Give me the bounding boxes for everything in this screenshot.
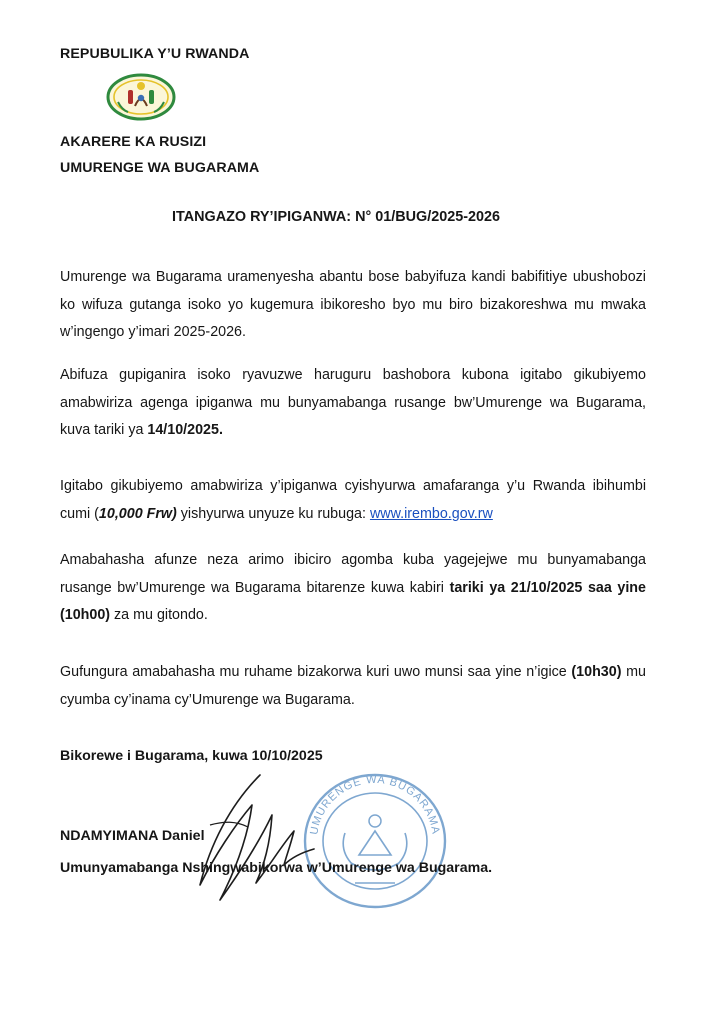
paragraph-3-amount: 10,000 Frw) bbox=[98, 505, 177, 522]
paragraph-2-text: Abifuza gupiganira isoko ryavuzwe haruguru bashobora kubona igitabo gikubiyemo amabwiriza agenga ipiganwa mu bunyamabanga rusange bw’Umurenge wa Bugarama, kuva tariki ya bbox=[60, 367, 646, 438]
signing-place-date: Bikorewe i Bugarama, kuwa 10/10/2025 bbox=[60, 748, 323, 764]
country-name: REPUBULIKA Y’U RWANDA bbox=[60, 46, 250, 62]
paragraph-4-end: za mu gitondo. bbox=[110, 607, 208, 623]
paragraph-3-text-b: yishyurwa unyuze ku rubuga: bbox=[176, 505, 370, 522]
irembo-link[interactable]: www.irembo.gov.rw bbox=[369, 505, 493, 522]
paragraph-5-time: (10h30) bbox=[571, 664, 622, 680]
handwritten-signature bbox=[190, 765, 320, 915]
paragraph-3-text-a: Igitabo gikubiyemo amabwiriza y’ipiganwa cyishyurwa amafaranga y’u Rwanda ibihumbi cumi ( bbox=[60, 478, 646, 522]
sector-name: UMURENGE WA BUGARAMA bbox=[60, 160, 260, 176]
paragraph-4-date: tariki ya 21/10/2025 saa yine (10h00) bbox=[60, 579, 646, 623]
paragraph-5-text: Gufungura amabahasha mu ruhame bizakorwa kuri uwo munsi saa yine n’igice bbox=[60, 664, 572, 680]
stamp-text: UMURENGE WA BUGARAMA bbox=[308, 773, 442, 836]
paragraph-5-end: mu cyumba cy’inama cy’Umurenge wa Bugarama. bbox=[60, 664, 646, 708]
paragraph-5 bbox=[60, 659, 646, 714]
paragraph-4-text: Amabahasha afunze neza arimo ibiciro agomba kuba yagejejwe mu bunyamabanga rusange bw’Umurenge wa Bugarama bitarenze kuwa kabiri bbox=[60, 552, 646, 596]
signatory-position: Umunyamabanga Nshingwabikorwa w’Umurenge wa Bugarama. bbox=[60, 860, 493, 876]
rwanda-coat-of-arms-emblem bbox=[104, 72, 178, 122]
paragraph-2-date: 14/10/2025. bbox=[147, 422, 223, 438]
district-name: AKARERE KA RUSIZI bbox=[60, 134, 207, 150]
paragraph-4 bbox=[60, 547, 646, 630]
notice-title: ITANGAZO RY’IPIGANWA: N° 01/BUG/2025-2026 bbox=[172, 209, 501, 225]
paragraph-1 bbox=[60, 264, 646, 347]
paragraph-2 bbox=[60, 362, 646, 445]
paragraph-1-text: Umurenge wa Bugarama uramenyesha abantu bose babyifuza kandi babifitiye ubushobozi ko wifuza gutanga isoko yo kugemura ibikoresho byo mu biro bizakoreshwa mu mwaka w’ingengo y’imari 2025-2026. bbox=[60, 269, 646, 340]
signatory-name: NDAMYIMANA Daniel bbox=[60, 828, 205, 844]
paragraph-3 bbox=[60, 473, 646, 528]
